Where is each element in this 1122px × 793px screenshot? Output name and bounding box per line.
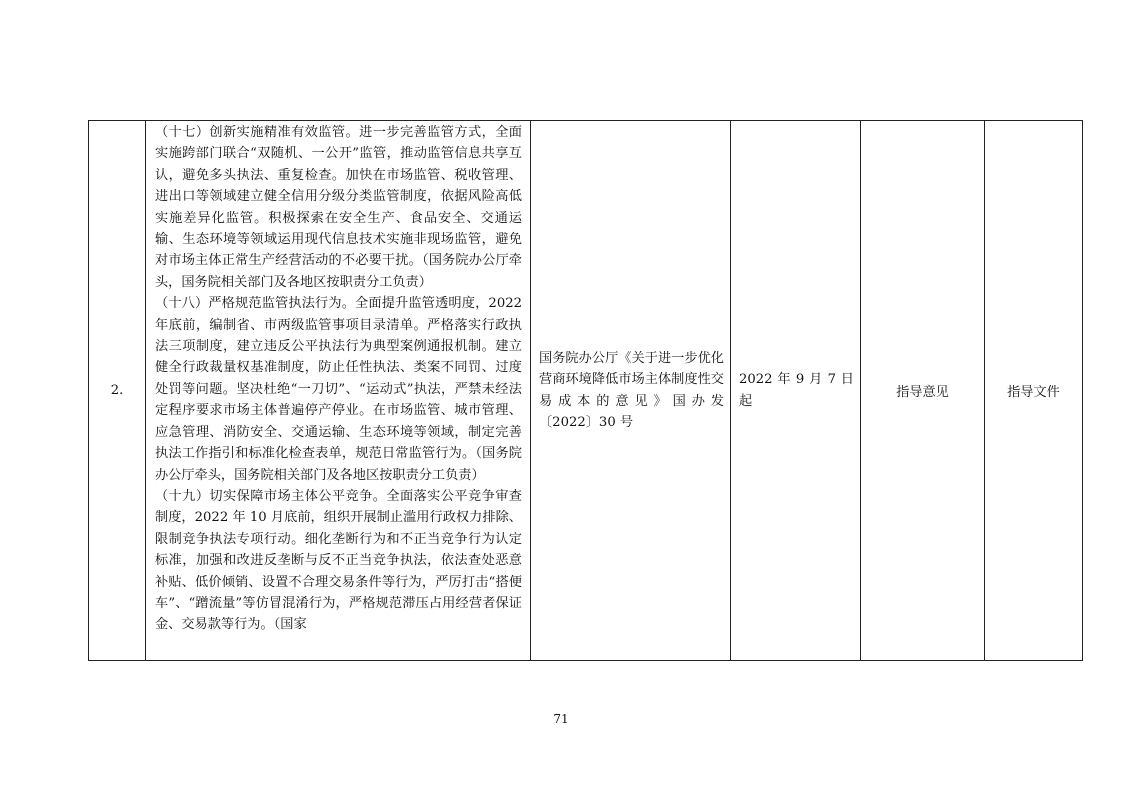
row-number-cell — [89, 121, 146, 661]
content-paragraph-18: （十八）严格规范监管执法行为。全面提升监管透明度，2022 年底前，编制省、市两级监管事项目录清单。严格落实行政执法三项制度，建立违反公平执法行为典型案例通报机制。建立健全行政裁量权基准制度，防止任性执法、类案不同罚、过度处罚等问题。坚决杜绝“一刀切”、“运动式”执法，严禁未经法定程序要求市场主体普遍停产停业。在市场监管、城市管理、应急管理、消防安全、交通运输、生态环境等领域，制定完善执法工作指引和标准化检查表单，规范日常监管行为。（国务院办公厅牵头，国务院相关部门及各地区按职责分工负责） — [155, 296, 522, 483]
effective-date-cell — [731, 121, 861, 661]
row-number: 2. — [110, 383, 124, 398]
document-type-cell — [861, 121, 985, 661]
document-form-cell — [985, 121, 1083, 661]
policy-table — [88, 120, 1083, 661]
content-cell — [146, 121, 531, 661]
page-number: 71 — [553, 712, 569, 726]
content-paragraph-19: （十九）切实保障市场主体公平竞争。全面落实公平竞争审查制度，2022 年 10 月底前，组织开展制止滥用行政权力排除、限制竞争执法专项行动。细化垄断行为和不正当竞争行为认定标准，加强和改进反垄断与反不正当竞争执法，依法查处恶意补贴、低价倾销、设置不合理交易条件等行为，严厉打击“搭便车”、“蹭流量”等仿冒混淆行为，严格规范滞压占用经营者保证金、交易款等行为。（国家 — [155, 488, 522, 633]
table-row — [89, 121, 1083, 661]
effective-date: 2022 年 9 月 7 日起 — [739, 372, 854, 409]
source-document-cell — [531, 121, 731, 661]
source-document: 国务院办公厅《关于进一步优化营商环境降低市场主体制度性交易成本的意见》国办发〔2022〕30 号 — [539, 350, 724, 430]
content-paragraph-17: （十七）创新实施精准有效监管。进一步完善监管方式，全面实施跨部门联合“双随机、一公开”监管，推动监管信息共享互认，避免多头执法、重复检查。加快在市场监管、税收管理、进出口等领域建立健全信用分级分类监管制度，依据风险高低实施差异化监管。积极探索在安全生产、食品安全、交通运输、生态环境等领域运用现代信息技术实施非现场监管，避免对市场主体正常生产经营活动的不必要干扰。（国务院办公厅牵头，国务院相关部门及各地区按职责分工负责） — [155, 125, 522, 290]
document-form: 指导文件 — [1007, 385, 1060, 400]
document-type: 指导意见 — [896, 385, 949, 400]
